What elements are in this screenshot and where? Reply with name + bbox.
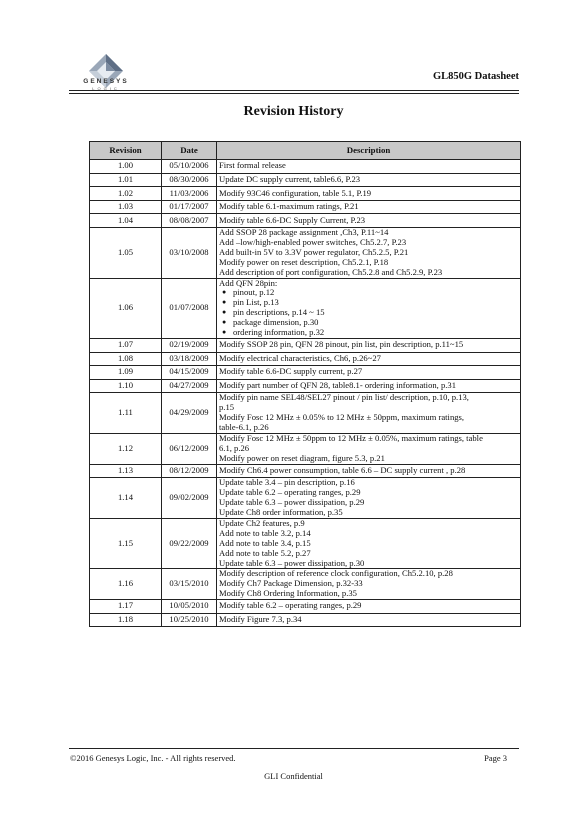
revision-cell: 1.06: [90, 278, 162, 338]
table-row: [90, 227, 521, 278]
description-line: Update table 3.4 – pin description, p.16: [219, 478, 355, 488]
confidential-label: GLI Confidential: [264, 771, 323, 781]
table-row: [90, 352, 521, 366]
description-line: Modify Fosc 12 MHz ± 0.05% to 12 MHz ± 50ppm, maximum ratings,: [219, 413, 465, 423]
copyright-text: ©2016 Genesys Logic, Inc. - All rights reserved.: [70, 753, 236, 763]
description-cell: [217, 173, 521, 187]
description-bullet: ● pin descriptions, p.14 ~ 15: [219, 308, 518, 318]
date-cell: 08/08/2007: [162, 214, 217, 228]
table-row: [90, 613, 521, 627]
date-cell: 08/12/2009: [162, 464, 217, 478]
description-cell: [217, 278, 521, 338]
date-cell: 03/10/2008: [162, 227, 217, 278]
table-row: [90, 433, 521, 464]
description-cell: [217, 366, 521, 380]
date-cell: 10/25/2010: [162, 613, 217, 627]
description-cell: [217, 478, 521, 519]
revision-cell: 1.14: [90, 478, 162, 519]
description-bullet: ● pin List, p.13: [219, 298, 518, 308]
column-header-date: Date: [162, 142, 217, 160]
revision-cell: 1.15: [90, 518, 162, 569]
description-line: Modify Ch6.4 power consumption, table 6.6 – DC supply current , p.28: [219, 466, 466, 475]
description-line: Modify power on reset diagram, figure 5.3, p.21: [219, 453, 385, 463]
description-line: Add description of port configuration, Ch5.2.8 and Ch5.2.9, P.23: [219, 267, 443, 277]
date-cell: 06/12/2009: [162, 433, 217, 464]
table-row: [90, 600, 521, 614]
description-line: Update table 6.2 – operating ranges, p.29: [219, 488, 361, 498]
description-line: Update Ch2 features, p.9: [219, 518, 305, 528]
description-line: Add QFN 28pin:: [219, 278, 278, 288]
description-cell: [217, 613, 521, 627]
description-cell: [217, 352, 521, 366]
table-row: [90, 366, 521, 380]
revision-cell: 1.12: [90, 433, 162, 464]
description-line: Add note to table 5.2, p.27: [219, 548, 311, 558]
description-line: Modify Ch8 Ordering Information, p.35: [219, 589, 357, 599]
revision-cell: 1.18: [90, 613, 162, 627]
revision-cell: 1.07: [90, 338, 162, 352]
description-cell: [217, 433, 521, 464]
revision-cell: 1.17: [90, 600, 162, 614]
description-line: Add built-in 5V to 3.3V power regulator, Ch5.2.5, P.21: [219, 247, 409, 257]
table-row: [90, 464, 521, 478]
description-bullet: ● package dimension, p.30: [219, 318, 518, 328]
description-line: Modify SSOP 28 pin, QFN 28 pinout, pin list, pin description, p.11~15: [219, 340, 464, 350]
description-line: Modify electrical characteristics, Ch6, p.26~27: [219, 353, 381, 363]
revision-cell: 1.10: [90, 379, 162, 393]
description-bullet: ● pinout, p.12: [219, 288, 518, 298]
description-line: Modify table 6.6-DC supply current, p.27: [219, 367, 363, 377]
description-line: First formal release: [219, 161, 286, 171]
description-cell: [217, 214, 521, 228]
date-cell: 01/07/2008: [162, 278, 217, 338]
table-row: [90, 478, 521, 519]
description-line: Add SSOP 28 package assignment ,Ch3, P.11~14: [219, 227, 389, 237]
description-line: Update table 6.3 – power dissipation, p.30: [219, 558, 365, 568]
description-line: Modify Ch7 Package Dimension, p.32-33: [219, 579, 363, 589]
description-line: p.15: [219, 403, 235, 413]
revision-cell: 1.02: [90, 187, 162, 201]
description-line: Add note to table 3.2, p.14: [219, 528, 311, 538]
date-cell: 04/27/2009: [162, 379, 217, 393]
table-header-row: [90, 142, 521, 160]
footer-divider: [69, 748, 519, 749]
description-line: Modify table 6.2 – operating ranges, p.29: [219, 601, 362, 611]
column-header-description: Description: [217, 142, 521, 160]
revision-cell: 1.09: [90, 366, 162, 380]
table-row: [90, 160, 521, 174]
description-cell: [217, 200, 521, 214]
date-cell: 08/30/2006: [162, 173, 217, 187]
description-line: Add –low/high-enabled power switches, Ch5.2.7, P.23: [219, 237, 407, 247]
page-number: Page 3: [484, 753, 507, 763]
description-line: Update Ch8 order information, p.35: [219, 507, 343, 517]
description-cell: [217, 160, 521, 174]
description-line: Modify pin name SEL48/SEL27 pinout / pin list/ description, p.10, p.13,: [219, 393, 469, 403]
table-row: [90, 200, 521, 214]
description-cell: [217, 518, 521, 569]
revision-cell: 1.13: [90, 464, 162, 478]
table-row: [90, 393, 521, 434]
description-line: Modify description of reference clock configuration, Ch5.2.10, p.28: [219, 569, 453, 579]
description-line: 6.1, p.26: [219, 443, 250, 453]
date-cell: 09/22/2009: [162, 518, 217, 569]
table-row: [90, 379, 521, 393]
description-line: Modify table 6.6-DC Supply Current, P.23: [219, 215, 366, 225]
table-row: [90, 278, 521, 338]
table-row: [90, 173, 521, 187]
description-cell: [217, 569, 521, 600]
date-cell: 11/03/2006: [162, 187, 217, 201]
date-cell: 03/18/2009: [162, 352, 217, 366]
document-title: GL850G Datasheet: [432, 71, 519, 82]
table-row: [90, 187, 521, 201]
description-line: Update table 6.3 – power dissipation, p.29: [219, 498, 365, 508]
description-cell: [217, 393, 521, 434]
description-line: Modify power on reset description, Ch5.2.1, P.18: [219, 257, 389, 267]
table-body: [90, 160, 521, 627]
date-cell: 04/29/2009: [162, 393, 217, 434]
description-line: table-6.1, p.26: [219, 423, 269, 433]
description-cell: [217, 227, 521, 278]
revision-cell: 1.08: [90, 352, 162, 366]
description-cell: [217, 600, 521, 614]
date-cell: 04/15/2009: [162, 366, 217, 380]
date-cell: 05/10/2006: [162, 160, 217, 174]
revision-history-table: [89, 141, 521, 627]
date-cell: 09/02/2009: [162, 478, 217, 519]
description-line: Modify Fosc 12 MHz ± 50ppm to 12 MHz ± 0.05%, maximum ratings, table: [219, 433, 483, 443]
description-cell: [217, 187, 521, 201]
description-line: Modify table 6.1-maximum ratings, P.21: [219, 202, 359, 212]
revision-cell: 1.16: [90, 569, 162, 600]
column-header-revision: Revision: [90, 142, 162, 160]
date-cell: 10/05/2010: [162, 600, 217, 614]
description-bullet: ● ordering information, p.32: [219, 328, 518, 338]
revision-cell: 1.03: [90, 200, 162, 214]
description-line: Modify part number of QFN 28, table8.1- ordering information, p.31: [219, 381, 456, 391]
description-line: Modify Figure 7.3, p.34: [219, 615, 302, 625]
revision-cell: 1.11: [90, 393, 162, 434]
table-row: [90, 214, 521, 228]
revision-cell: 1.01: [90, 173, 162, 187]
description-cell: [217, 464, 521, 478]
logo-wordmark: GENESYS: [83, 78, 129, 85]
revision-cell: 1.05: [90, 227, 162, 278]
date-cell: 03/15/2010: [162, 569, 217, 600]
header-divider: [69, 90, 519, 91]
logo-subtext: LOGIC: [92, 86, 120, 91]
description-line: Modify 93C46 configuration, table 5.1, P.19: [219, 188, 372, 198]
page-title: Revision History: [243, 104, 344, 119]
revision-cell: 1.04: [90, 214, 162, 228]
description-line: Add note to table 3.4, p.15: [219, 538, 311, 548]
header-divider-thin: [69, 93, 519, 94]
description-line: Update DC supply current, table6.6, P.23: [219, 174, 361, 184]
table-row: [90, 338, 521, 352]
description-cell: [217, 338, 521, 352]
date-cell: 02/19/2009: [162, 338, 217, 352]
table-row: [90, 569, 521, 600]
revision-cell: 1.00: [90, 160, 162, 174]
date-cell: 01/17/2007: [162, 200, 217, 214]
description-cell: [217, 379, 521, 393]
table-row: [90, 518, 521, 569]
